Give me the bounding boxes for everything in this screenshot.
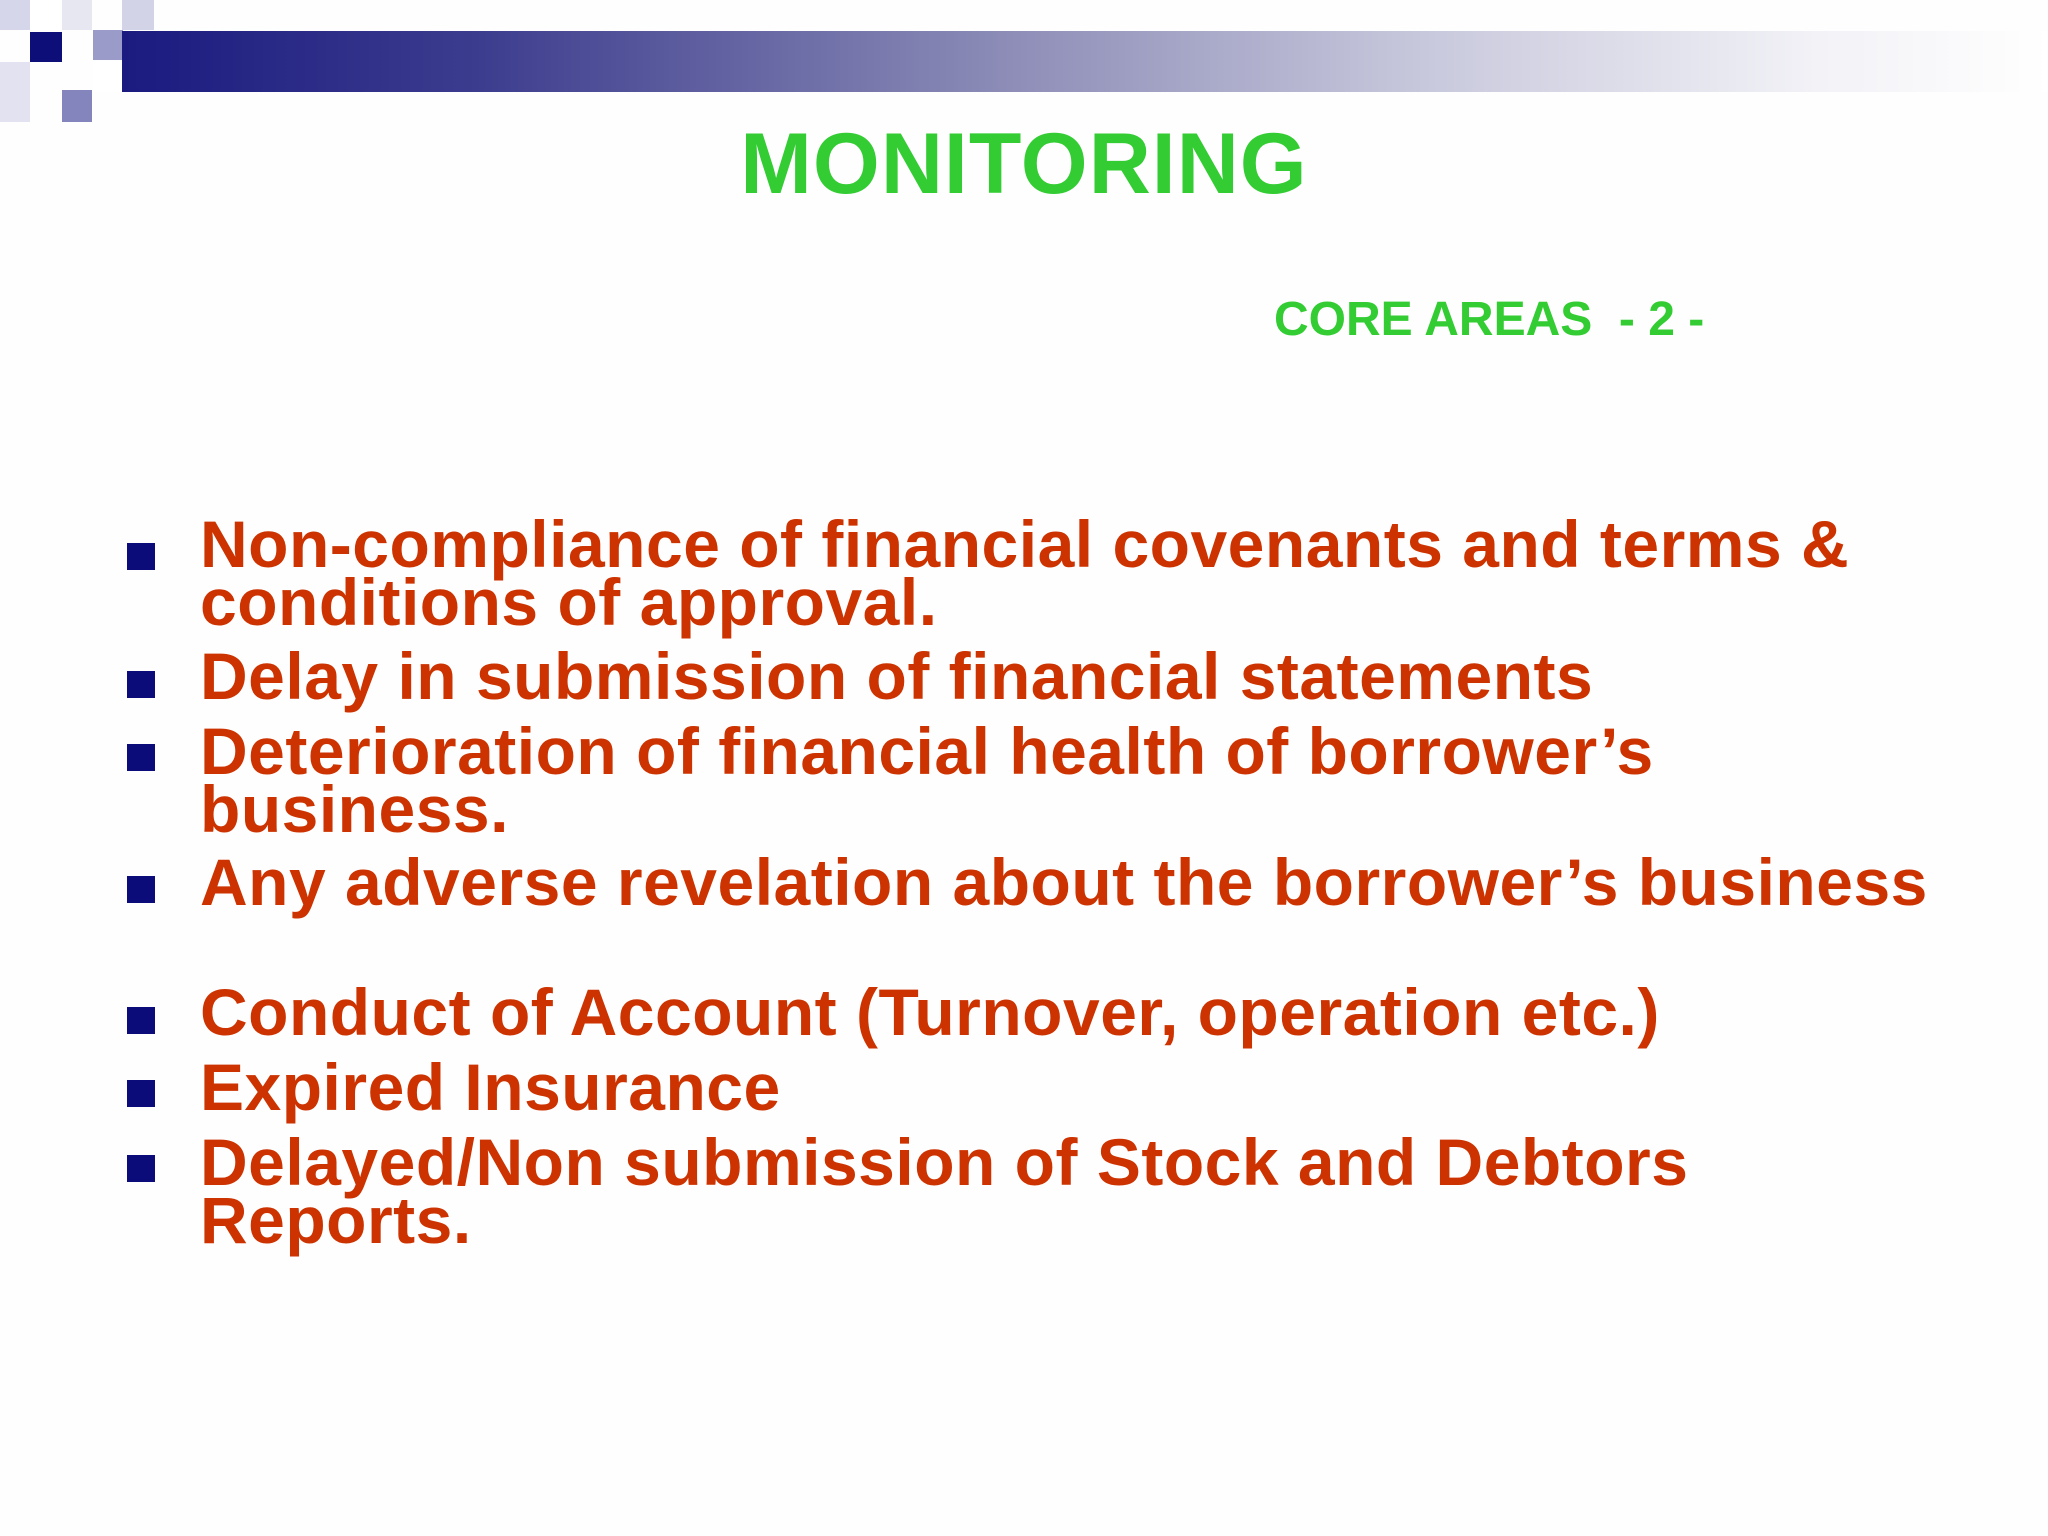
square-bullet-icon <box>127 1007 155 1034</box>
bullet-text: Deterioration of financial health of borrower’s business. <box>200 714 1654 846</box>
bullet-text: Delay in submission of financial statements <box>200 639 1594 713</box>
square-bullet-icon <box>127 876 155 903</box>
slide-subtitle: CORE AREAS - 2 - <box>1274 293 1705 346</box>
slide-title: MONITORING <box>740 116 1308 212</box>
bullet-text: Any adverse revelation about the borrower’s business <box>200 845 1928 919</box>
square-bullet-icon <box>127 543 155 570</box>
bullet-text: Conduct of Account (Turnover, operation etc.) <box>200 975 1660 1049</box>
square-bullet-icon <box>127 744 155 771</box>
bullet-text: Delayed/Non submission of Stock and Debtors Reports. <box>200 1125 1689 1257</box>
square-bullet-icon <box>127 671 155 698</box>
square-bullet-icon <box>127 1155 155 1182</box>
square-bullet-icon <box>127 1080 155 1107</box>
bullet-text: Non-compliance of financial covenants and terms & conditions of approval. <box>200 507 1850 639</box>
bullet-text: Expired Insurance <box>200 1050 781 1124</box>
